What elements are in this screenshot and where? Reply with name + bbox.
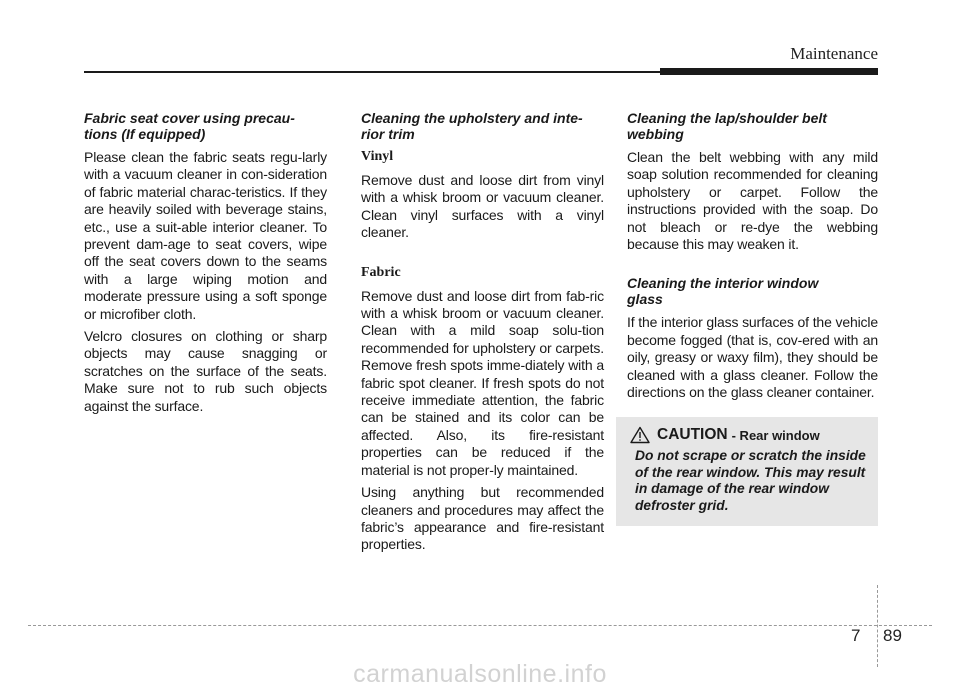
caution-subject: - Rear window bbox=[731, 427, 820, 443]
column-belt-and-glass bbox=[627, 110, 878, 406]
warning-triangle-icon bbox=[630, 426, 650, 444]
header-rule-thick bbox=[660, 68, 878, 75]
footer-dashed-divider bbox=[877, 585, 878, 667]
paragraph-fabric: Using anything but recommended cleaners and procedures may affect the fabric’s appearance and fire-resistant properties. bbox=[361, 484, 604, 553]
column-fabric-seat-cover bbox=[84, 110, 327, 420]
caution-text: Do not scrape or scratch the inside of the rear window. This may result in damage of the rear window defroster grid. bbox=[635, 448, 866, 513]
paragraph: Please clean the fabric seats regu-larly with a vacuum cleaner in con-sideration of fabric material charac-teristics. If they are heavily soiled with beverage stains, etc., use a suit-able interior cleaner. To prevent dam-age to seat covers, wipe off the seat covers down to the seams with a large wiping motion and moderate pressure using a soft sponge or microfiber cloth. bbox=[84, 149, 327, 322]
watermark: carmanualsonline.info bbox=[353, 660, 607, 688]
section-title-fabric-seat-cover: Fabric seat cover using precau- tions (If equipped) bbox=[84, 110, 295, 142]
section-title-belt-webbing: Cleaning the lap/shoulder belt webbing bbox=[627, 110, 827, 142]
paragraph-belt: Clean the belt webbing with any mild soap solution recommended for cleaning upholstery or carpet. Follow the instructions provided with the soap. Do not bleach or re-dye the webbing because this may weaken it. bbox=[627, 149, 878, 253]
header-rule-thin bbox=[84, 71, 660, 73]
paragraph-fabric: Remove dust and loose dirt from fab-ric with a whisk broom or vacuum cleaner. Clean with a mild soap solu-tion recommended for upholstery or carpets. Remove fresh spots imme-diately with a fabric spot cleaner. If fresh spots do not receive immediate attention, the fabric can be stained and its color can be affected. Also, its fire-resistant properties can be reduced if the material is not proper-ly maintained. bbox=[361, 287, 604, 478]
subheading-fabric: Fabric bbox=[361, 264, 401, 280]
paragraph-vinyl: Remove dust and loose dirt from vinyl with a whisk broom or vacuum cleaner. Clean vinyl surfaces with a vinyl cleaner. bbox=[361, 172, 604, 241]
section-title-upholstery: Cleaning the upholstery and inte- rior trim bbox=[361, 110, 583, 142]
chapter-number: 7 bbox=[851, 626, 861, 645]
subheading-vinyl: Vinyl bbox=[361, 149, 394, 164]
section-title-interior-glass: Cleaning the interior window glass bbox=[627, 275, 819, 308]
footer-dashed-rule bbox=[28, 625, 932, 626]
paragraph-glass: If the interior glass surfaces of the vehicle become fogged (that is, cov-ered with an oily, greasy or waxy film), they should be cleaned with a glass cleaner. Follow the directions on the glass cleaner container. bbox=[627, 314, 878, 401]
page-header-title: Maintenance bbox=[790, 44, 878, 63]
caution-label: CAUTION bbox=[657, 426, 728, 443]
caution-box bbox=[616, 417, 878, 526]
column-upholstery bbox=[361, 110, 604, 559]
page-number: 89 bbox=[883, 626, 902, 645]
caution-header bbox=[630, 426, 820, 444]
paragraph: Velcro closures on clothing or sharp objects may cause snagging or scratches on the surface of the seats. Make sure not to rub such objects against the surface. bbox=[84, 328, 327, 414]
